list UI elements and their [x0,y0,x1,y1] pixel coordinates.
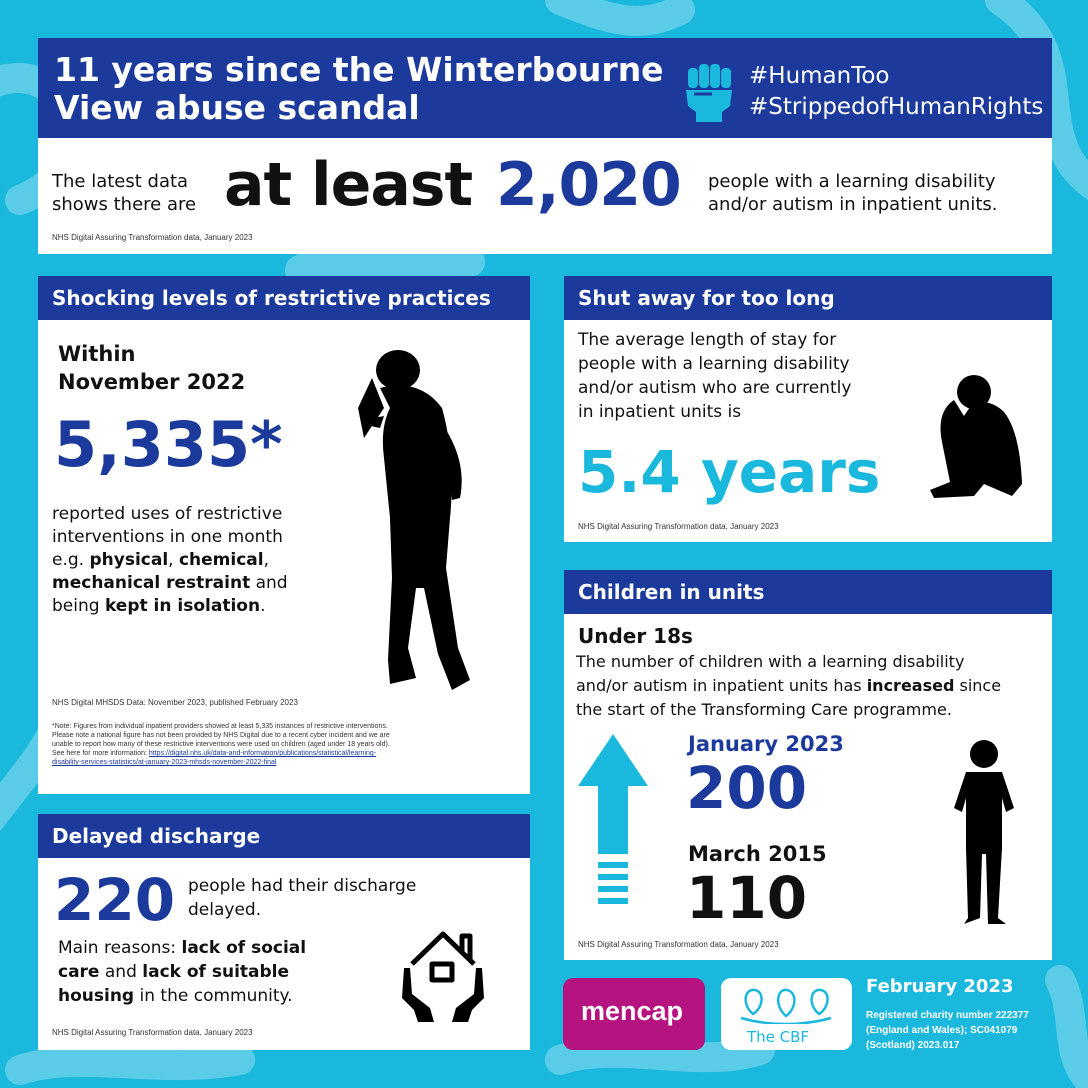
stat-source: NHS Digital Assuring Transformation data, January 2023 [52,233,253,242]
child-silhouette [952,738,1016,928]
restrictive-header [38,276,530,320]
stat-big-prefix: at least [224,150,473,220]
delayed-reason3: housing in the community. [58,986,293,1006]
hashtag-stripped-of-human-rights[interactable]: #StrippedofHumanRights [749,94,1044,120]
children-header [564,570,1052,614]
shut-away-header [564,276,1052,320]
stat-suffix-line1: people with a learning disability [708,171,996,192]
distressed-person-silhouette [350,348,500,704]
restrictive-source: NHS Digital MHSDS Data: November 2023, published February 2023 [52,698,298,707]
increase-arrow-icon [578,734,648,910]
delayed-panel [38,858,530,1050]
restrictive-note: *Note: Figures from individual inpatient providers showed at least 5,335 instances of restrictive interventions. Please note a national figure has not been provided by NHS Digital due to a recent cyber incident and we are unable to report how many of these restrictive interventions were used on children (aged under 18 years old). See here for more information: https://digital.nhs.uk/data-and-information/publications/statistical/learning- disability-services-statistics/at-january-2023-mhsds-november-2022-final [52,722,522,767]
cbf-logo-text: The CBF [747,1028,810,1046]
shut-line4: in inpatient units is [578,402,742,422]
restrictive-panel [38,320,530,794]
restrictive-month: November 2022 [58,370,246,394]
house-in-hands-icon [400,924,486,1024]
more-info-link[interactable]: https://digital.nhs.uk/data-and-information/publications/statistical/learning- [148,750,377,757]
delayed-desc2: delayed. [188,900,262,920]
children-sub: Under 18s [578,624,693,648]
restrictive-number: 5,335* [54,408,283,481]
stat-suffix-line2: and/or autism in inpatient units. [708,194,998,215]
restrictive-line5: being kept in isolation. [52,596,266,616]
restrictive-within: Within [58,342,136,366]
restrictive-line2: interventions in one month [52,527,283,547]
children-line2: and/or autism in inpatient units has increased since [576,676,1002,695]
sitting-person-silhouette [924,372,1028,502]
shut-line1: The average length of stay for [578,330,837,350]
cbf-logo[interactable] [721,978,852,1050]
delayed-desc1: people had their discharge [188,876,417,896]
main-header [38,38,1052,138]
shut-line3: and/or autism who are currently [578,378,852,398]
children-date-new: January 2023 [688,732,844,756]
children-line3: the start of the Transforming Care programme. [576,700,952,719]
children-date-old: March 2015 [688,842,827,866]
shut-line2: people with a learning disability [578,354,850,374]
stat-big-number: 2,020 [496,150,681,220]
restrictive-line4: mechanical restraint and [52,573,288,593]
shut-away-panel [564,320,1052,542]
raised-fist-icon [682,60,738,124]
delayed-reason2: care and lack of suitable [58,962,290,982]
more-info-link-cont[interactable]: disability-services-statistics/at-january-2023-mhsds-november-2022-final [52,759,277,766]
delayed-header [38,814,530,858]
delayed-source: NHS Digital Assuring Transformation data, January 2023 [52,1028,253,1037]
children-value-new: 200 [686,754,808,822]
footer-date: February 2023 [866,976,1014,997]
shut-big-years: 5.4 years [578,438,881,506]
hashtag-human-too[interactable]: #HumanToo [749,63,890,89]
mencap-logo[interactable] [563,978,705,1050]
restrictive-line3: e.g. physical, chemical, [52,550,270,570]
headline-stat-panel [38,138,1052,254]
restrictive-title: Shocking levels of restrictive practices [52,286,491,310]
children-value-old: 110 [686,864,808,932]
main-title-line2: View abuse scandal [54,88,420,127]
shut-away-title: Shut away for too long [578,286,835,310]
footer-charity: Registered charity number 222377 (England and Wales); SC041079 (Scotland) 2023.017 [866,1010,1029,1051]
stat-intro-line2: shows there are [52,194,197,215]
mencap-logo-text: mencap [581,996,684,1026]
children-panel [564,614,1052,960]
children-source: NHS Digital Assuring Transformation data, January 2023 [578,940,779,949]
cbf-faces-icon [739,984,833,1024]
stat-intro-line1: The latest data [52,171,189,192]
delayed-title: Delayed discharge [52,824,261,848]
main-title-line1: 11 years since the Winterbourne [54,50,664,89]
delayed-number: 220 [54,866,176,934]
children-line1: The number of children with a learning disability [576,652,965,671]
restrictive-line1: reported uses of restrictive [52,504,283,524]
delayed-reason1: Main reasons: lack of social [58,938,307,958]
shut-source: NHS Digital Assuring Transformation data, January 2023 [578,522,779,531]
children-title: Children in units [578,580,765,604]
